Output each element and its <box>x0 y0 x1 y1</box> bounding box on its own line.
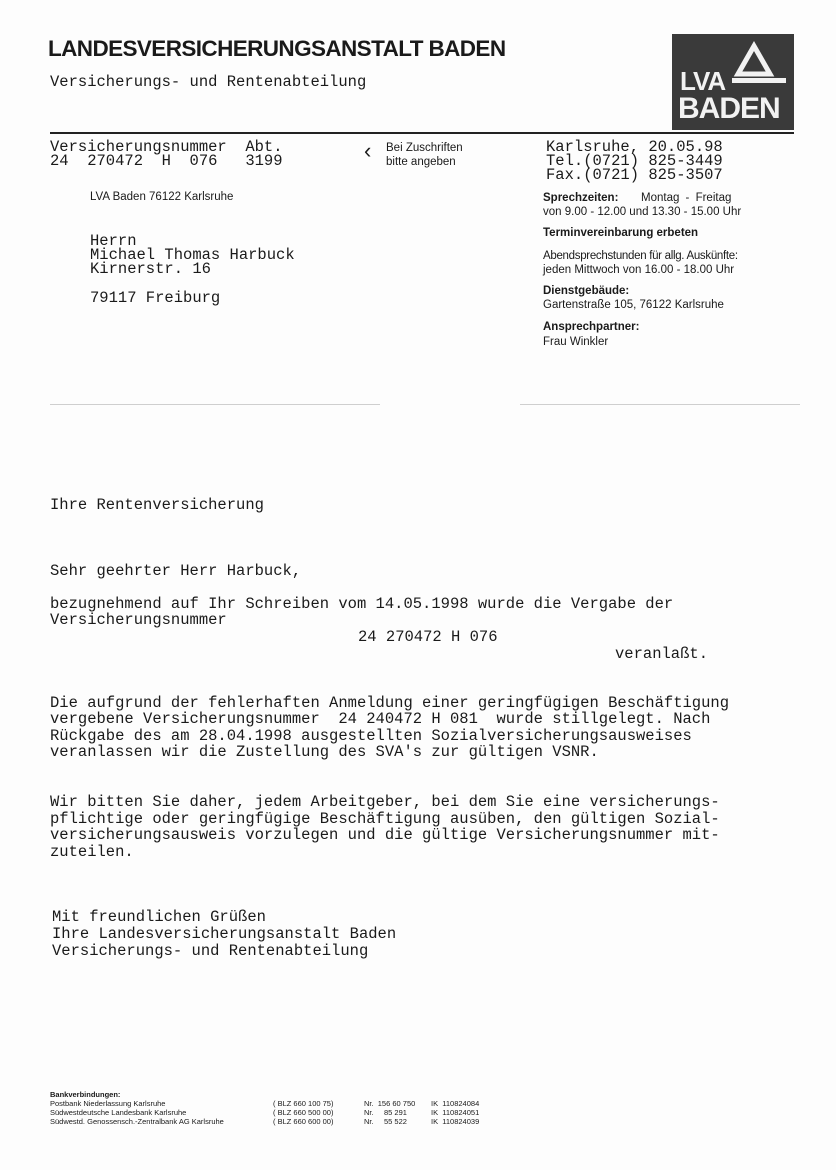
closing-line-2: Ihre Landesversicherungsanstalt Baden <box>52 925 397 943</box>
hours-label: Sprechzeiten: <box>543 192 619 204</box>
bank-3-nr: Nr. 55 522 <box>364 1117 407 1126</box>
phone-number: Tel.(0721) 825-3449 <box>546 152 723 170</box>
letter-date: Karlsruhe, 20.05.98 <box>546 138 723 156</box>
bank-1-blz: ( BLZ 660 100 75) <box>273 1099 334 1108</box>
letter-subject: Ihre Rentenversicherung <box>50 496 264 514</box>
building-address: Gartenstraße 105, 76122 Karlsruhe <box>543 299 724 311</box>
bank-2-blz: ( BLZ 660 500 00) <box>273 1108 334 1117</box>
paragraph-3-line-4: zuteilen. <box>50 843 134 861</box>
organization-name: LANDESVERSICHERUNGSANSTALT BADEN <box>48 36 506 61</box>
bank-2-ik: IK 110824051 <box>431 1108 480 1117</box>
bank-2-nr: Nr. 85 291 <box>364 1108 407 1117</box>
paragraph-1-line-1: bezugnehmend auf Ihr Schreiben vom 14.05.1998 wurde die Vergabe der <box>50 595 674 613</box>
header-rule <box>50 132 794 134</box>
evening-hours-times: jeden Mittwoch von 16.00 - 18.00 Uhr <box>543 264 735 276</box>
appointment-note: Terminvereinbarung erbeten <box>543 227 699 239</box>
closing-line-1: Mit freundlichen Grüßen <box>52 908 266 926</box>
bank-3-ik: IK 110824039 <box>431 1117 480 1126</box>
bank-1-name: Postbank Niederlassung Karlsruhe <box>50 1099 166 1108</box>
paragraph-2-line-1: Die aufgrund der fehlerhaften Anmeldung einer geringfügigen Beschäftigung <box>50 694 730 712</box>
reference-value: 24 270472 H 076 3199 <box>50 152 283 170</box>
recipient-name: Michael Thomas Harbuck <box>90 246 295 264</box>
paragraph-3-line-2: pflichtige oder geringfügige Beschäftigung ausüben, den gültigen Sozial- <box>50 810 720 828</box>
paragraph-1-line-2: Versicherungsnummer <box>50 611 227 629</box>
hours-times: von 9.00 - 12.00 und 13.30 - 15.00 Uhr <box>543 206 742 218</box>
paragraph-3-line-3: versicherungsausweis vorzulegen und die gültige Versicherungsnummer mit- <box>50 826 720 844</box>
paragraph-3-line-1: Wir bitten Sie daher, jedem Arbeitgeber, bei dem Sie eine versicherungs- <box>50 793 720 811</box>
department-name: Versicherungs- und Rentenabteilung <box>50 73 367 91</box>
letter-greeting: Sehr geehrter Herr Harbuck, <box>50 562 302 580</box>
insurance-number: 24 270472 H 076 <box>358 628 498 646</box>
evening-hours-label: Abendsprechstunden für allg. Auskünfte: <box>543 250 738 262</box>
lva-logo <box>672 34 794 130</box>
contact-label: Ansprechpartner: <box>543 321 640 333</box>
contact-name: Frau Winkler <box>543 336 609 348</box>
bank-2-name: Südwestdeutsche Landesbank Karlsruhe <box>50 1108 187 1117</box>
paragraph-1-end: veranlaßt. <box>615 645 709 663</box>
closing-line-3: Versicherungs- und Rentenabteilung <box>52 942 369 960</box>
bank-3-name: Südwestd. Genossensch.-Zentralbank AG Karlsruhe <box>50 1117 224 1126</box>
building-label: Dienstgebäude: <box>543 285 630 297</box>
chevron-left-icon: ‹ <box>364 138 372 163</box>
fold-mark-right <box>520 404 800 405</box>
bank-1-ik: IK 110824084 <box>431 1099 480 1108</box>
paragraph-2-line-4: veranlassen wir die Zustellung des SVA's zur gültigen VSNR. <box>50 743 599 761</box>
fold-mark-left <box>50 404 380 405</box>
reference-note-2: bitte angeben <box>386 156 456 168</box>
bank-1-nr: Nr. 156 60 750 <box>364 1099 416 1108</box>
paragraph-2-line-2: vergebene Versicherungsnummer 24 240472 H 081 wurde stillgelegt. Nach <box>50 710 711 728</box>
paragraph-2-line-3: Rückgabe des am 28.04.1998 ausgestellten Sozialversicherungsausweises <box>50 727 692 745</box>
hours-days: Montag - Freitag <box>641 192 732 204</box>
sender-line: LVA Baden 76122 Karlsruhe <box>90 191 234 203</box>
reference-note-1: Bei Zuschriften <box>386 142 463 154</box>
logo-text-lva: LVA <box>680 66 726 96</box>
recipient-city: 79117 Freiburg <box>90 289 221 307</box>
bank-3-blz: ( BLZ 660 600 00) <box>273 1117 334 1126</box>
recipient-salutation: Herrn <box>90 232 137 250</box>
reference-label: Versicherungsnummer Abt. <box>50 138 283 156</box>
fax-number: Fax.(0721) 825-3507 <box>546 166 723 184</box>
logo-text-baden: BADEN <box>678 92 780 125</box>
footer-title: Bankverbindungen: <box>50 1090 121 1099</box>
recipient-street: Kirnerstr. 16 <box>90 260 211 278</box>
